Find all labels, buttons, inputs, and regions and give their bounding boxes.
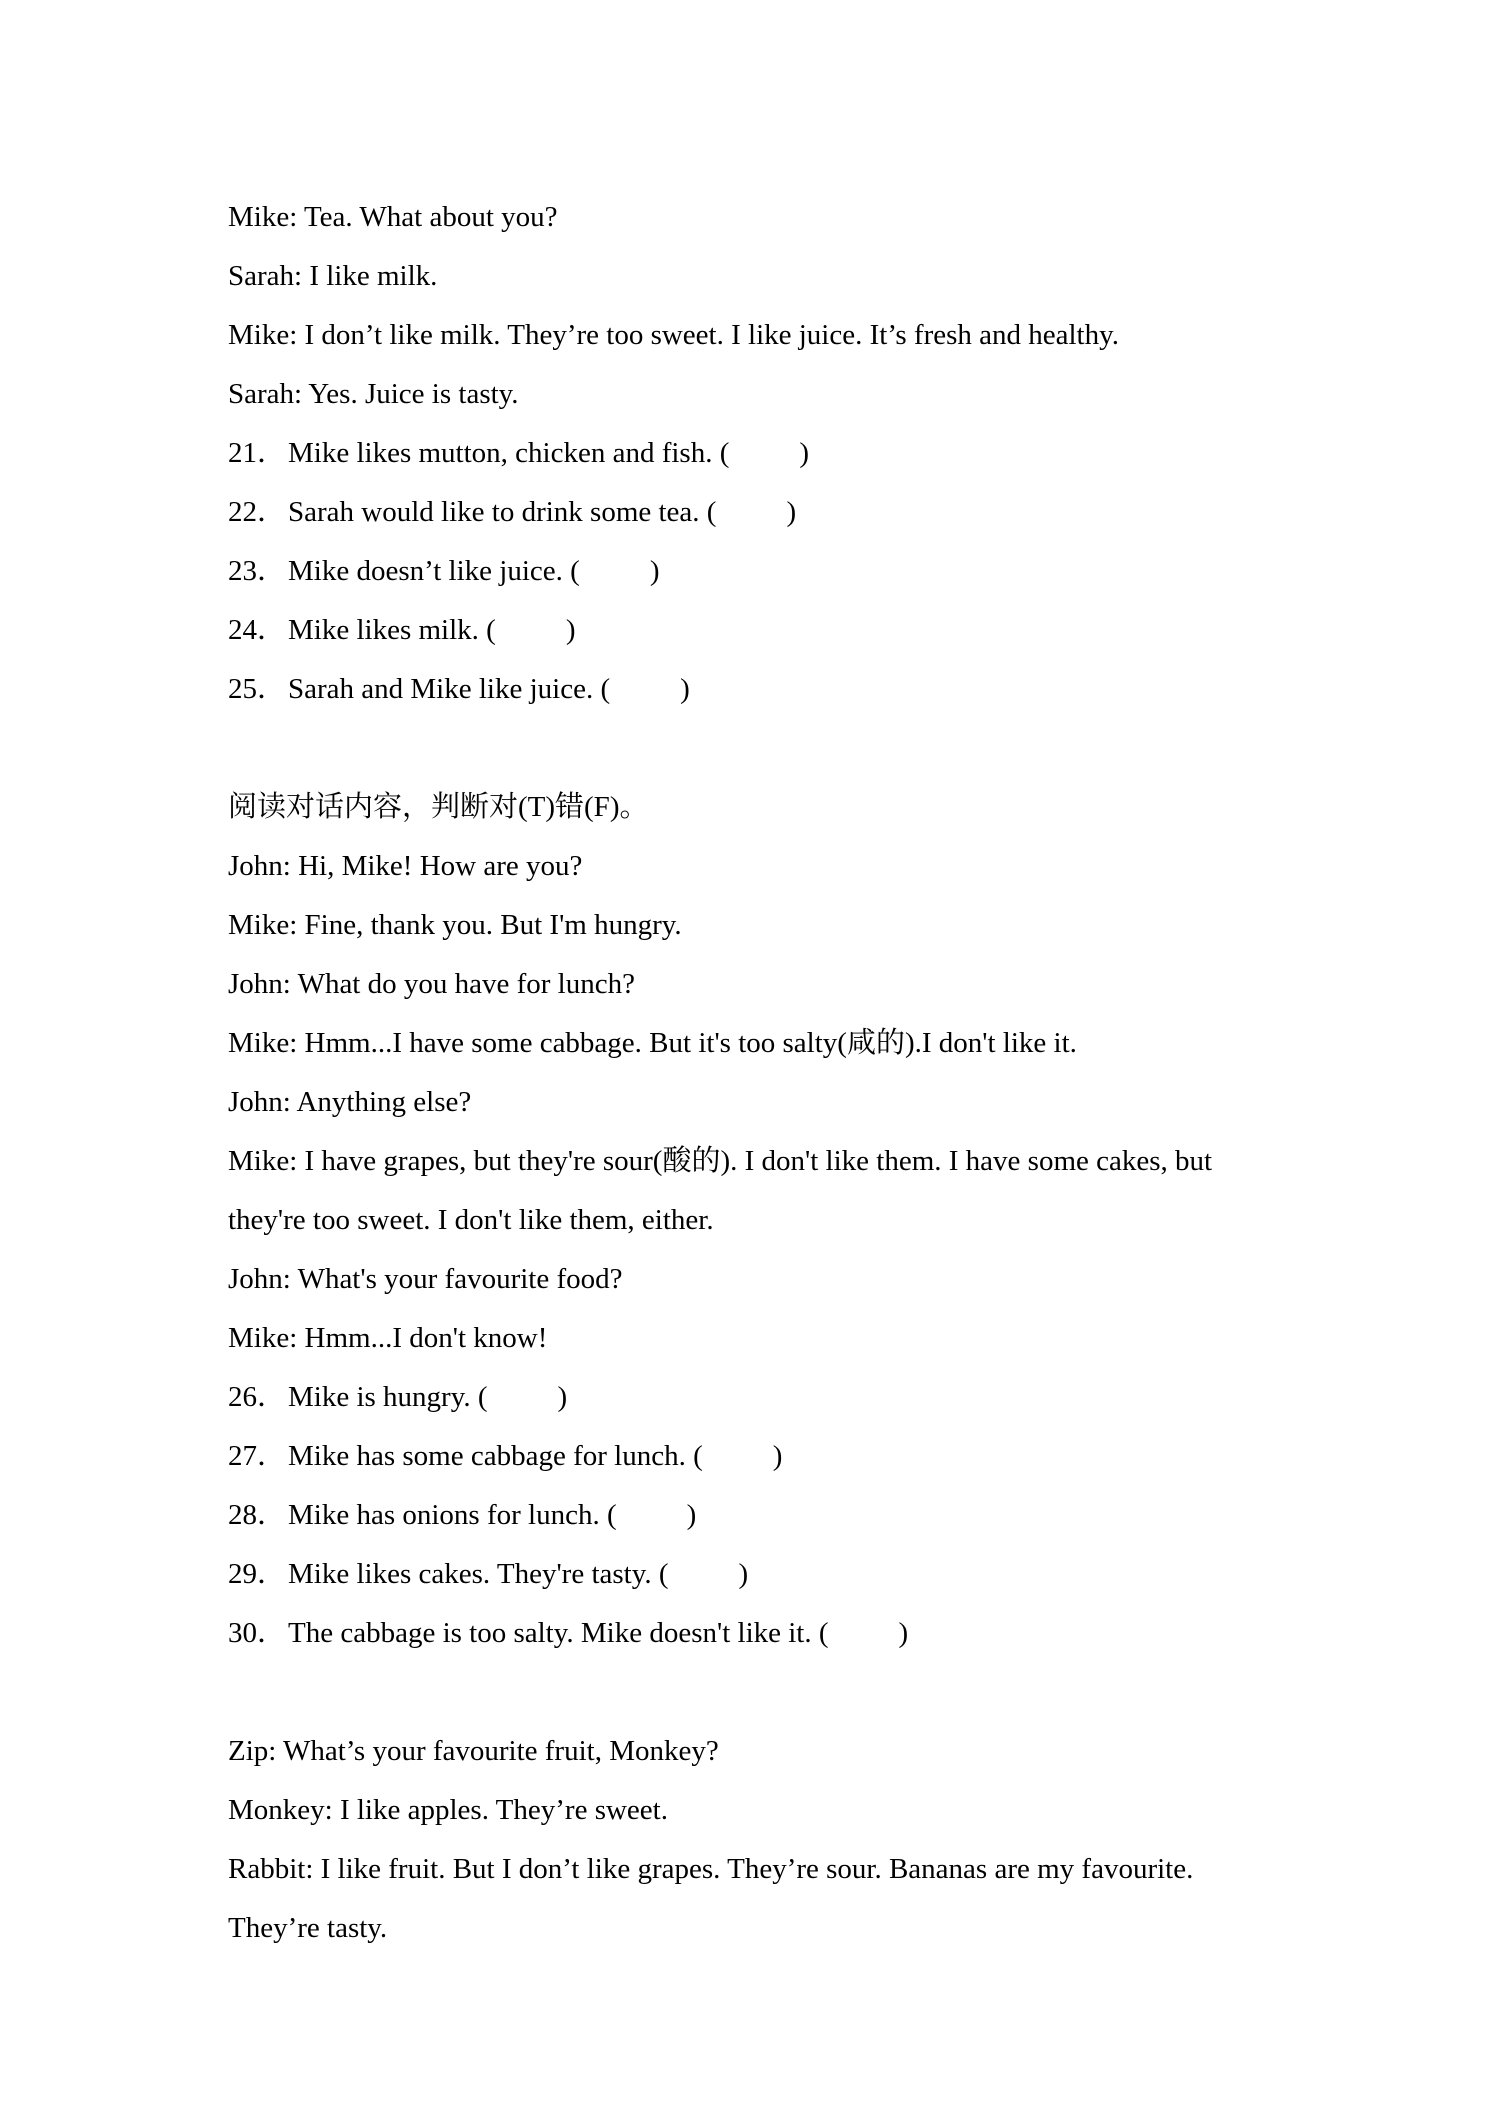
question-text: Sarah and Mike like juice. ( <box>288 673 611 705</box>
question-close: ) <box>649 555 660 587</box>
question-text: Mike has onions for lunch. ( <box>288 1499 617 1531</box>
question-number: 30． <box>228 1617 287 1649</box>
section-gap <box>228 1663 1268 1722</box>
question-close: ) <box>898 1617 909 1649</box>
question-number: 26． <box>228 1381 287 1413</box>
dialogue-line: Rabbit: I like fruit. But I don’t like grapes. They’re sour. Bananas are my favourite. <box>228 1853 1194 1885</box>
question-close: ) <box>738 1558 749 1590</box>
dialogue-line: Mike: Fine, thank you. But I'm hungry. <box>228 909 682 941</box>
section-gap <box>228 719 1268 778</box>
question-text: Mike likes mutton, chicken and fish. ( <box>288 437 730 469</box>
question-number: 22． <box>228 496 287 528</box>
dialogue-line: Sarah: Yes. Juice is tasty. <box>228 378 519 410</box>
dialogue-line: Monkey: I like apples. They’re sweet. <box>228 1794 668 1826</box>
question-29 <box>228 1545 1268 1604</box>
dialogue-line: Mike: I have grapes, but they're sour(酸的). I don't like them. I have some cakes, but <box>228 1145 1213 1177</box>
question-27 <box>228 1427 1268 1486</box>
dialogue-line: John: What do you have for lunch? <box>228 968 635 1000</box>
question-text: The cabbage is too salty. Mike doesn't like it. ( <box>288 1617 829 1649</box>
question-close: ) <box>799 437 810 469</box>
dialogue-line: John: Hi, Mike! How are you? <box>228 850 583 882</box>
question-close: ) <box>786 496 797 528</box>
question-close: ) <box>565 614 576 646</box>
section-instruction: 阅读对话内容，判断对(T)错(F)。 <box>228 791 649 823</box>
question-close: ) <box>772 1440 783 1472</box>
question-24 <box>228 601 1268 660</box>
question-text: Mike doesn’t like juice. ( <box>288 555 580 587</box>
question-26 <box>228 1368 1268 1427</box>
dialogue-line: Mike: Tea. What about you? <box>228 201 558 233</box>
question-close: ) <box>557 1381 568 1413</box>
question-number: 24． <box>228 614 287 646</box>
question-text: Mike likes milk. ( <box>288 614 496 646</box>
question-number: 25． <box>228 673 287 705</box>
dialogue-line: Sarah: I like milk. <box>228 260 438 292</box>
page-content <box>228 188 1268 1958</box>
question-text: Mike likes cakes. They're tasty. ( <box>288 1558 669 1590</box>
dialogue-line: they're too sweet. I don't like them, either. <box>228 1204 714 1236</box>
dialogue-line: John: What's your favourite food? <box>228 1263 623 1295</box>
question-22 <box>228 483 1268 542</box>
question-number: 21． <box>228 437 287 469</box>
question-number: 29． <box>228 1558 287 1590</box>
question-25 <box>228 660 1268 719</box>
question-21 <box>228 424 1268 483</box>
question-close: ) <box>686 1499 697 1531</box>
question-23 <box>228 542 1268 601</box>
question-text: Mike is hungry. ( <box>288 1381 488 1413</box>
dialogue-line: Mike: Hmm...I don't know! <box>228 1322 548 1354</box>
question-30 <box>228 1604 1268 1663</box>
question-close: ) <box>680 673 690 705</box>
question-number: 27． <box>228 1440 287 1472</box>
dialogue-line: Mike: Hmm...I have some cabbage. But it's too salty(咸的).I don't like it. <box>228 1027 1077 1059</box>
question-number: 23． <box>228 555 287 587</box>
dialogue-line: Zip: What’s your favourite fruit, Monkey? <box>228 1735 719 1767</box>
question-text: Mike has some cabbage for lunch. ( <box>288 1440 703 1472</box>
question-text: Sarah would like to drink some tea. ( <box>288 496 717 528</box>
dialogue-line: They’re tasty. <box>228 1912 388 1944</box>
question-number: 28． <box>228 1499 287 1531</box>
dialogue-line: Mike: I don’t like milk. They’re too sweet. I like juice. It’s fresh and healthy. <box>228 319 1119 351</box>
question-28 <box>228 1486 1268 1545</box>
dialogue-line: John: Anything else? <box>228 1086 472 1118</box>
